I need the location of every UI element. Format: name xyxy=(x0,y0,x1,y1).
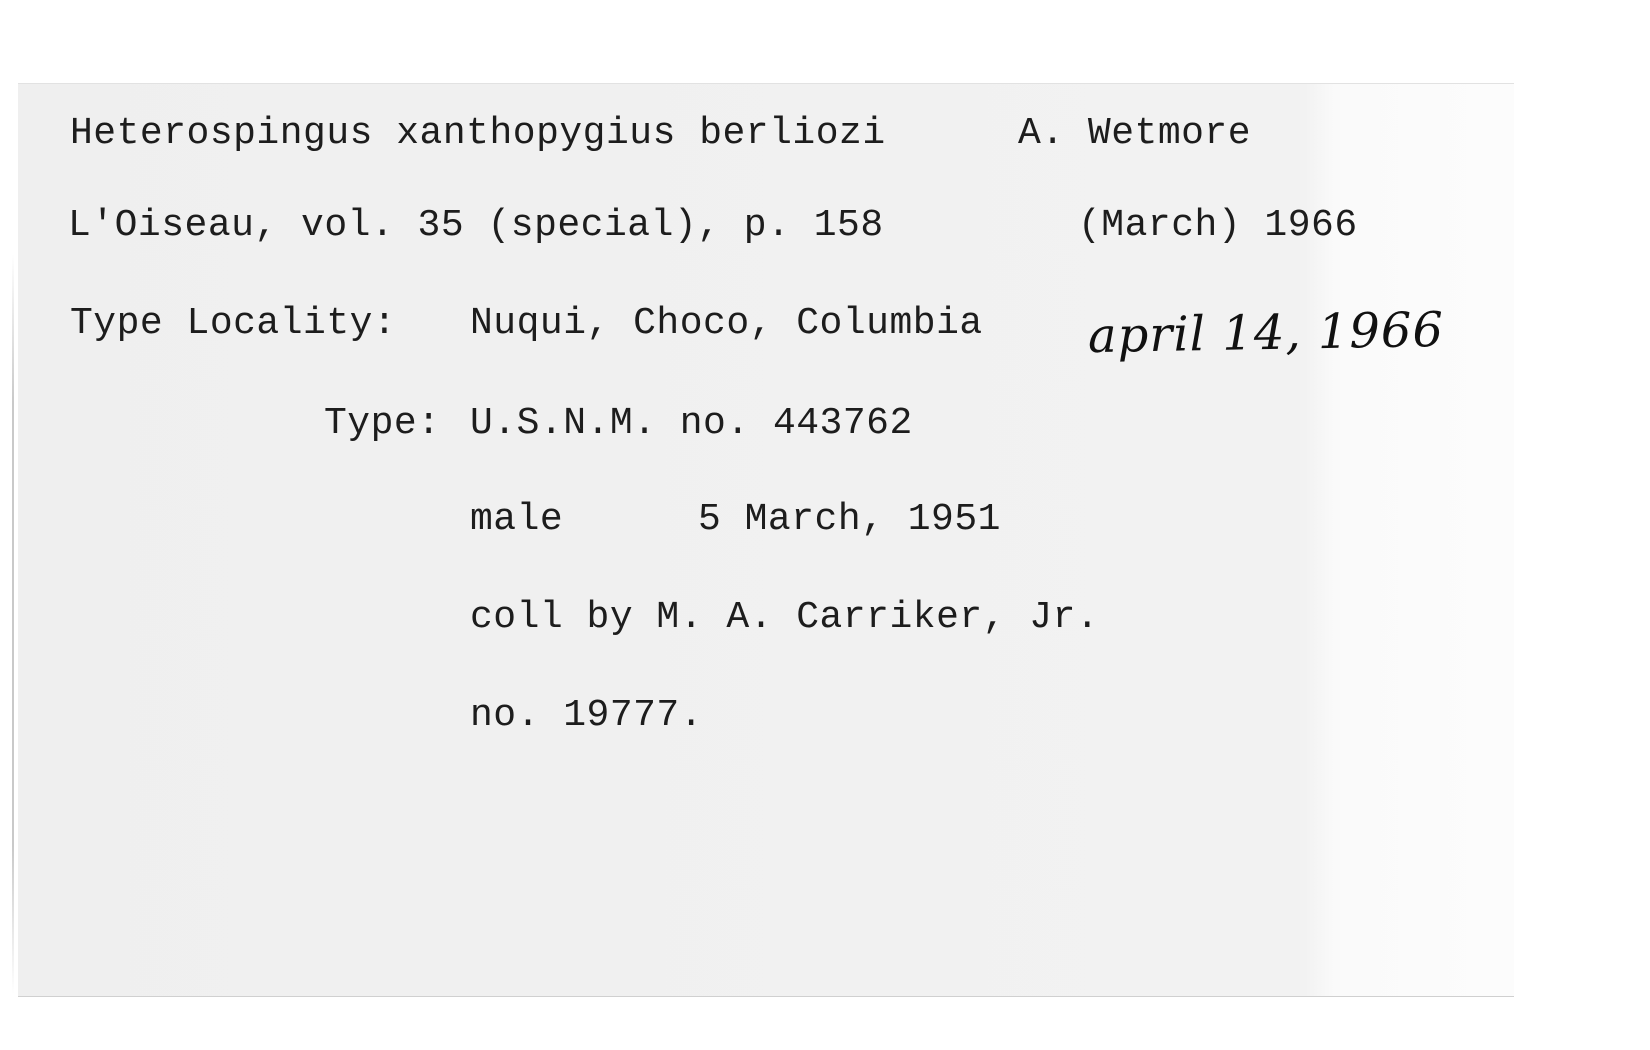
specimen-index-card xyxy=(18,84,1514,996)
collector: coll by M. A. Carriker, Jr. xyxy=(470,596,1100,639)
type-locality-value: Nuqui, Choco, Columbia xyxy=(470,302,983,345)
species-name: Heterospingus xanthopygius berliozi xyxy=(70,112,886,155)
type-label: Type: xyxy=(324,402,441,445)
collection-date: 5 March, 1951 xyxy=(698,498,1001,541)
type-locality-label: Type Locality: xyxy=(70,302,397,345)
type-catalog-number: U.S.N.M. no. 443762 xyxy=(470,402,913,445)
handwritten-date: april 14, 1966 xyxy=(1087,301,1445,365)
collector-number: no. 19777. xyxy=(470,694,704,737)
specimen-sex: male xyxy=(470,498,564,541)
citation: L'Oiseau, vol. 35 (special), p. 158 xyxy=(68,204,884,247)
author-name: A. Wetmore xyxy=(1018,112,1252,155)
citation-date: (March) 1966 xyxy=(1078,204,1358,247)
